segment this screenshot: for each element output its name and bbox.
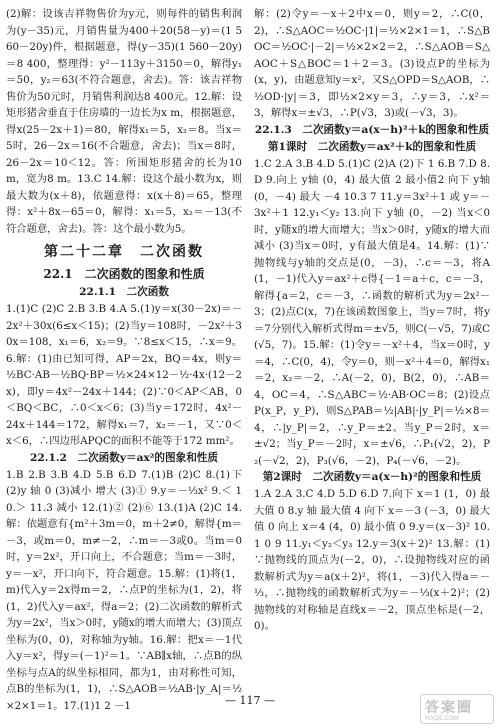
answer-paragraph: 1.B 2.B 3.B 4.D 5.B 6.D 7.(1)B (2)C 8.(1)下 (2)y 轴 0 (3)减小 增大 (3)① 9.y＝－⅓x² 9.＜ 10.＞ 11.3 减小 12.(1)② (2)⑥ 13.(1)A (2)C 14.解：依题意有{m²＋3m＝0，m＋2≠0，解得{m＝－3，或m＝0，m≠－2，∴m＝－3或0。当m＝0时，y＝2x²，开口向上，不合题意；当m＝－3时，y＝－x²，开口向下，符合题意。15.解：(1)将(1，m)代入y＝2x得m＝2，∴点P的坐标为(1，2)，将(1，2)代入y＝ax²，得a＝2；(2)二次函数的解析式为y＝2x²，当x＞0时，y随x的增大而增大；(3)顶点坐标为(0，0)，对称轴为y轴。16.解：把x＝－1代入y＝x²，得y＝(－1)²＝1。∵AB∥x轴，∴点B的纵坐标与点A的纵坐标相同，都为1，由对称性可知，点B的坐标为(1，1)，∴S△AOB＝½AB·|y_A|＝½×2×1＝1。17.(1)1 2 －1 bbox=[6, 468, 242, 712]
answer-paragraph: 解：(2)令y＝－x＋2中x＝0，则y＝2，∴C(0，2)，∴S△AOC＝½OC·|1|＝½×2×1＝1，∴S△BOC＝½OC·|－2|＝½×2×2＝2，∴S△AOB＝S△AOC＋S△BOC＝1＋2＝3。(3)设点P的坐标为(x，y)，由题意知y＝x²，又S△OPD＝S△AOB，∴½OD·|y|＝3，即½×2×y＝3，∴y＝3，∴x²＝3，解得x＝±√3，∴P(√3，3)或(－√3，3)。 bbox=[254, 8, 490, 119]
answer-paragraph: 1.(1)C (2)C 2.B 3.B 4.A 5.(1)y＝x(30－2x)＝－2x²＋30x(6≤x＜15)；(2)当y＝108时，－2x²＋30x＝108，x₁＝6，x₂＝9。∵8≤x＜15，∴x＝9。6.解：(1)由已知可得，AP＝2x，BQ＝4x，则y＝½BC·AB－½BQ·BP＝½×24×12－½·4x·(12－2x)，即y＝4x²－24x＋144；(2)∵0＜AP＜AB，0＜BQ＜BC，∴0＜x＜6；(3)当y＝172时，4x²－24x＋144＝172，解得x₁＝7，x₂＝－1，又∵0＜x＜6，∴四边形APQC的面积不能等于172 mm²。 bbox=[6, 303, 242, 447]
left-column bbox=[6, 6, 242, 712]
subsection-title: 22.1.1 二次函数 bbox=[79, 286, 169, 298]
answer-paragraph: 1.A 2.A 3.C 4.D 5.D 6.D 7.向下 x＝1 (1，0) 最大值 0 8.y 轴 最大值 4 向下 x＝－3 (－3，0) 最大值 0 向上 x＝4 (4，0) 最小值 0 9.y＝(x－3)² 10.1 0 9 11.y₁＜y₂＜y₃ 12.y＝3(x＋2)² 13.解：(1)∵抛物线的顶点为(－2，0)，∴设抛物线对应的函数解析式为y＝a(x＋2)²，将(1，－3)代入得a＝－⅓，∴抛物线的函数解析式为y＝－⅓(x＋2)²；(2)抛物线的对称轴是直线x＝－2，顶点坐标是(－2，0)。 bbox=[254, 488, 490, 632]
subsection-title: 22.1.3 二次函数y＝a(x－h)²＋k的图象和性质 bbox=[254, 123, 490, 136]
answer-paragraph: (2)解：设该吉祥物售价为y元，则每件的销售利润为(y－35)元，月销售量为400＋20(58－y)＝(1 560－20y)件，根据题意，得(y－35)(1 560－20y)＝8 400，整理得：y²－113y＋3150＝0，解得y₁＝50，y₂＝63(不符合题意，舍去)。答：该吉祥物售价为50元时，月销售利润达8 400元。12.解：设矩形猪舍垂直于住房墙的一边长为x m，根据题意，得x(25－2x＋1)＝80，解得x₁＝5，x₂＝8。当x＝5时，26－2x＝16(不合题意，舍去)；当x＝8时，26－2x＝10＜12。答：所围矩形猪舍的长为10 m，宽为8 m。13.C 14.解：设这个最小数为x，则最大数为(x＋8)，依题意得：x(x＋8)＝65，整理得：x²＋8x－65＝0，解得：x₁＝5，x₂＝－13(不符合题意，舍去)。答：这个最小数为5。 bbox=[6, 8, 242, 235]
watermark-logo bbox=[420, 694, 494, 724]
page-number: — 117 — bbox=[225, 694, 275, 707]
answer-paragraph: 1.C 2.A 3.B 4.D 5.(1)C (2)A (2)下 1 6.B 7.D 8.D 9.向上 y轴 (0，4) 最大值 2 最小值2 向下 y轴 (0，－4) 最大 －4 10.3 7 11.y＝3x²＋1 或 y＝－3x²＋1 12.y₁＜y₂ 13.向下 y轴 (0，－2) 当x＜0时，y随x的增大而增大；当x＞0时，y随x的增大而减小 (3)当x＝0时，y有最大值是4。14.解：(1)∵抛物线与y轴的交点是(0，－3)，∴c＝－3，将A(1，－1)代入y＝ax²＋c得{－1＝a＋c，c＝－3，解得{a＝2，c＝－3，∴函数的解析式为y＝2x²－3；(2)点C(x，7)在该函数图象上，当y＝7时，将y＝7分别代入解析式得m＝±√5，则C(－√5，7)或C(√5，7)。15.解：(1)令y＝－x²＋4，当x＝0时，y＝4，∴C(0，4)，令y＝0，则－x²＋4＝0，解得x₁＝2，x₂＝－2，∴A(－2，0)，B(2，0)，∴AB＝4，OC＝4，∴S△ABC＝½·AB·OC＝8；(2)设点P(x_P，y_P)，则S△PAB＝½|AB|·|y_P|＝½×8＝4，∴|y_P|＝2，∴y_P＝±2。当y_P＝2时，x＝±√2；当y_P＝－2时，x＝±√6，∴P₁(√2，2)，P₂(－√2，2)，P₃(√6，－2)，P₄(－√6，－2)。 bbox=[254, 157, 490, 467]
right-column bbox=[254, 6, 490, 686]
watermark-text: 答案圈 bbox=[425, 700, 473, 716]
watermark-url: MXQE.COM bbox=[425, 715, 459, 722]
section-title: 22.1 二次函数的图象和性质 bbox=[43, 267, 205, 281]
subsection-title: 22.1.2 二次函数y＝ax²的图象和性质 bbox=[30, 451, 218, 464]
subsection-title: 第1课时 二次函数y＝ax²＋k的图象和性质 bbox=[267, 140, 477, 153]
subsection-title: 第2课时 二次函数y＝a(x－h)²的图象和性质 bbox=[262, 471, 482, 483]
chapter-title: 第二十二章 二次函数 bbox=[44, 244, 204, 260]
